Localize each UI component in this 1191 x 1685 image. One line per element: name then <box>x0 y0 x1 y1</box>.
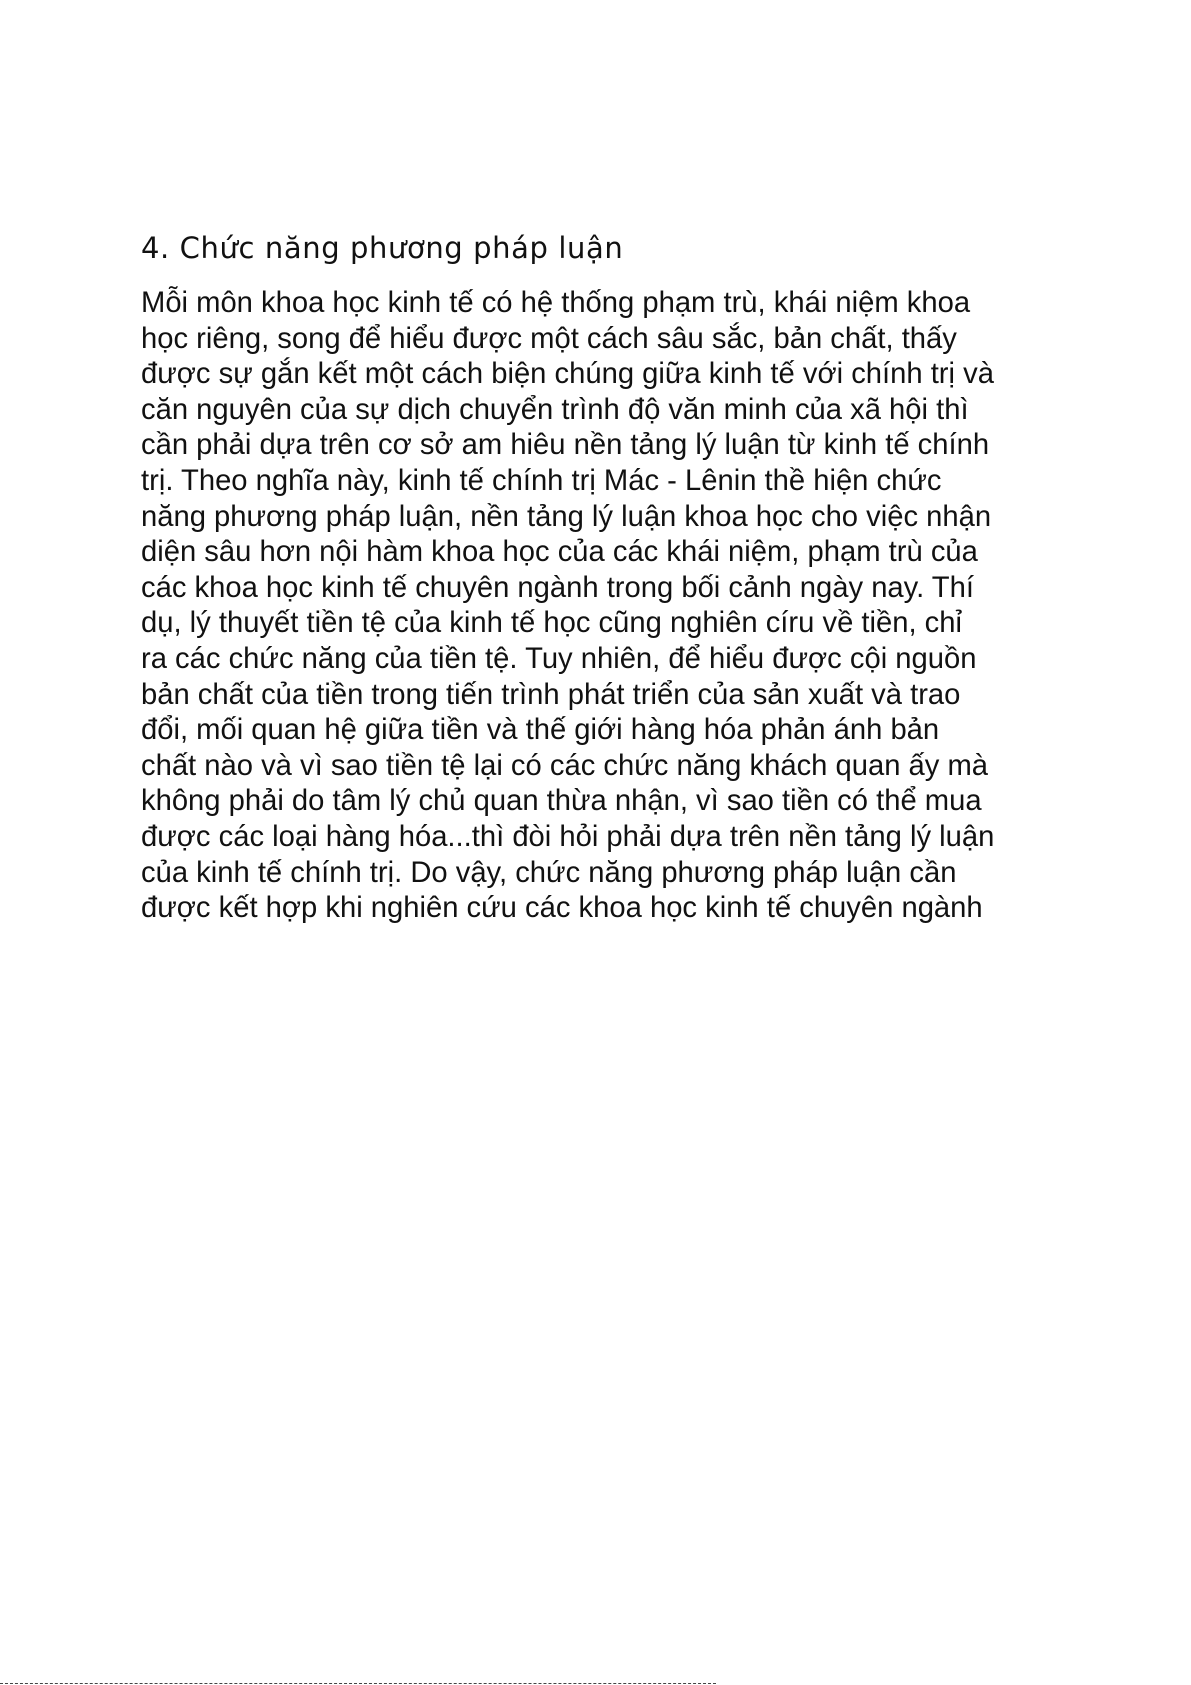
page-bottom-divider <box>0 1683 716 1684</box>
paragraph-line: trị. Theo nghĩa này, kinh tế chính trị Mác - Lênin thề hiện chức <box>141 464 942 497</box>
body-paragraph <box>141 286 1091 927</box>
paragraph-line: của kinh tế chính trị. Do vậy, chức năng phương pháp luận cần <box>141 856 957 889</box>
paragraph-line: cần phải dựa trên cơ sở am hiêu nền tảng lý luận từ kinh tế chính <box>141 429 990 462</box>
paragraph-line: được kết hợp khi nghiên cứu các khoa học kinh tế chuyên ngành <box>141 892 983 925</box>
paragraph-line: ra các chức năng của tiền tệ. Tuy nhiên, để hiểu được cội nguồn <box>141 642 977 675</box>
paragraph-line: Mỗi môn khoa học kinh tế có hệ thống phạm trù, khái niệm khoa <box>141 287 971 319</box>
paragraph-line: các khoa học kinh tế chuyên ngành trong bối cảnh ngày nay. Thí <box>141 571 974 604</box>
paragraph-line: chất nào và vì sao tiền tệ lại có các chức năng khách quan ấy mà <box>141 749 989 782</box>
paragraph-line: căn nguyên của sự dịch chuyển trình độ văn minh của xã hội thì <box>141 393 969 426</box>
paragraph-line: không phải do tâm lý chủ quan thừa nhận, vì sao tiền có thể mua <box>141 785 982 818</box>
section-heading: 4. Chức năng phương pháp luận <box>141 231 624 265</box>
paragraph-line: đổi, mối quan hệ giữa tiền và thế giới hàng hóa phản ánh bản <box>141 714 940 747</box>
paragraph-line: bản chất của tiền trong tiến trình phát triển của sản xuất và trao <box>141 678 961 711</box>
paragraph-line: năng phương pháp luận, nền tảng lý luận khoa học cho việc nhận <box>141 500 992 533</box>
paragraph-line: được các loại hàng hóa...thì đòi hỏi phải dựa trên nền tảng lý luận <box>141 820 995 853</box>
paragraph-line: được sự gắn kết một cách biện chúng giữa kinh tế với chính trị và <box>141 358 994 391</box>
paragraph-line: diện sâu hơn nội hàm khoa học của các khái niệm, phạm trù của <box>141 536 978 569</box>
paragraph-line: dụ, lý thuyết tiền tệ của kinh tế học cũng nghiên círu về tiền, chỉ <box>141 607 962 640</box>
paragraph-line: học riêng, song để hiểu được một cách sâu sắc, bản chất, thấy <box>141 322 957 355</box>
